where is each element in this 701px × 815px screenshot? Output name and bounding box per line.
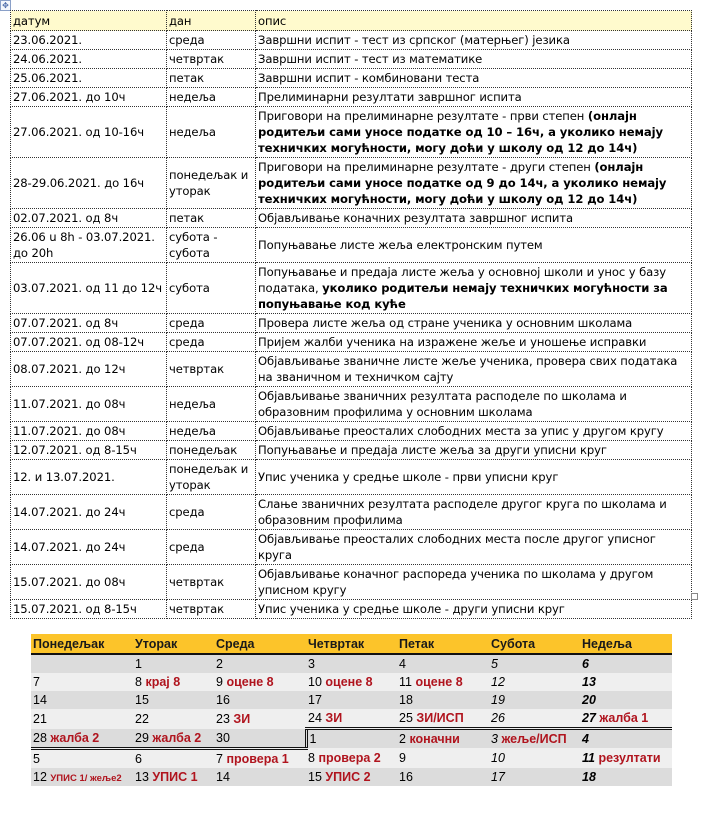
day-number: 25: [399, 711, 413, 725]
row-day: недеља: [167, 88, 256, 107]
calendar-cell-sunday: [580, 691, 672, 709]
calendar-cell-tuesday: [133, 691, 214, 709]
description-text: Завршни испит - тест из српског (матерњег) језика: [258, 33, 570, 47]
calendar-cell-friday: [397, 748, 489, 768]
day-note: жеље/ИСП: [501, 732, 567, 746]
day-note: крај 8: [145, 675, 181, 689]
day-number: 2: [399, 732, 406, 746]
row-date: 28-29.06.2021. до 16ч: [11, 158, 167, 209]
calendar-body: [31, 654, 672, 786]
row-date: 14.07.2021. до 24ч: [11, 530, 167, 565]
row-description: [256, 107, 692, 158]
calendar-cell-sunday: [580, 729, 672, 749]
calendar-table: [31, 634, 672, 786]
description-text: Завршни испит - тест из математике: [258, 52, 483, 66]
calendar-cell-saturday: [489, 768, 580, 786]
day-note: УПИС 1/ жеље2: [50, 772, 122, 784]
calendar-cell-saturday: [489, 729, 580, 749]
day-number: 16: [216, 693, 230, 707]
day-note: оцене 8: [325, 675, 373, 689]
day-number: 13: [582, 675, 596, 689]
day-number: 2: [216, 657, 223, 671]
calendar-cell-monday: [31, 748, 133, 768]
day-header-monday: Понедељак: [31, 634, 133, 654]
day-number: 14: [216, 769, 230, 784]
schedule-row: [11, 460, 692, 495]
day-number: 5: [491, 657, 498, 671]
day-number: 8: [308, 750, 315, 765]
row-description: [256, 69, 692, 88]
description-text: Објављивање коначног распореда ученика по школама у другом уписном кругу: [258, 567, 654, 597]
calendar-cell-saturday: [489, 709, 580, 729]
calendar-cell-wednesday: [214, 691, 306, 709]
day-note: УПИС 1: [152, 769, 198, 784]
day-header-tuesday: Уторак: [133, 634, 214, 654]
calendar-cell-thursday: [306, 673, 397, 691]
day-note: оцене 8: [226, 675, 274, 689]
calendar-cell-friday: [397, 691, 489, 709]
row-day: петак: [167, 69, 256, 88]
schedule-row: [11, 495, 692, 530]
day-note: ЗИ: [233, 711, 251, 726]
schedule-body: [11, 31, 692, 619]
calendar-week-row: [31, 768, 672, 786]
schedule-row: [11, 565, 692, 600]
row-day: недеља: [167, 422, 256, 441]
row-day: среда: [167, 495, 256, 530]
row-description: [256, 228, 692, 263]
day-number: 4: [582, 732, 589, 746]
table-resize-handle[interactable]: [691, 593, 698, 600]
description-text: Упис ученика у средње школе - први уписни круг: [258, 470, 559, 484]
schedule-row: [11, 88, 692, 107]
description-text: Упис ученика у средње школе - други уписни круг: [258, 602, 565, 616]
calendar-cell-wednesday: [214, 673, 306, 691]
day-note: оцене 8: [415, 675, 463, 689]
day-note: жалба 1: [599, 711, 649, 725]
day-number: 9: [399, 750, 406, 765]
day-header-wednesday: Среда: [214, 634, 306, 654]
day-number: 18: [582, 769, 596, 784]
row-day: недеља: [167, 107, 256, 158]
description-text: Објављивање званичних резултата расподеле по школама и образовним профилима у основним школама: [258, 389, 627, 419]
schedule-table: [10, 10, 692, 619]
schedule-row: [11, 441, 692, 460]
description-text: Објављивање преосталих слободних места после другог уписног круга: [258, 532, 656, 562]
header-description: опис: [256, 11, 692, 31]
calendar-cell-saturday: [489, 748, 580, 768]
row-description: [256, 530, 692, 565]
day-number: 7: [33, 675, 40, 689]
calendar-week-row: [31, 654, 672, 673]
day-number: 4: [399, 657, 406, 671]
row-description: [256, 314, 692, 333]
schedule-row: [11, 209, 692, 228]
row-day: понедељак и уторак: [167, 460, 256, 495]
description-text: Слање званичних резултата расподеле другог круга по школама и образовним профилима: [258, 497, 667, 527]
day-number: 17: [491, 769, 505, 784]
day-number: 12: [33, 769, 47, 784]
day-number: 29: [135, 730, 149, 745]
row-day: понедељак и уторак: [167, 158, 256, 209]
day-number: 23: [216, 711, 230, 726]
description-text: Приговори на прелиминарне резултате - први степен: [258, 109, 588, 123]
row-day: среда: [167, 530, 256, 565]
schedule-row: [11, 352, 692, 387]
row-description: [256, 441, 692, 460]
description-text: Објављивање коначних резултата завршног испита: [258, 211, 574, 225]
day-note: провера 2: [318, 750, 381, 765]
row-day: субота: [167, 263, 256, 314]
row-date: 11.07.2021. до 08ч: [11, 387, 167, 422]
day-number: 24: [308, 711, 322, 725]
calendar-cell-saturday: [489, 673, 580, 691]
calendar-week-row: [31, 691, 672, 709]
schedule-row: [11, 50, 692, 69]
row-description: [256, 88, 692, 107]
description-text: Провера листе жеља од стране ученика у основним школама: [258, 316, 633, 330]
description-text: Објављивање званичне листе жеље ученика, провера свих података на званичном и техничком сајту: [258, 354, 678, 384]
calendar-cell-wednesday: [214, 729, 306, 749]
day-number: 22: [135, 711, 149, 726]
calendar-cell-friday: [397, 709, 489, 729]
description-bold-note: (онлајн родитељи сами уносе податке од 10 – 16ч, а уколико немају техничких могућности, могу доћи у школу од 12 до 14ч): [258, 109, 663, 155]
day-number: 6: [135, 751, 142, 766]
day-note: провера 1: [226, 751, 289, 766]
description-text: Прелиминарни резултати завршног испита: [258, 90, 522, 104]
row-day: среда: [167, 333, 256, 352]
day-note: жалба 2: [152, 730, 202, 745]
calendar-cell-tuesday: [133, 709, 214, 729]
day-number: 30: [216, 730, 230, 745]
calendar-cell-sunday: [580, 673, 672, 691]
row-description: [256, 50, 692, 69]
row-description: [256, 387, 692, 422]
calendar-cell-thursday: [306, 748, 397, 768]
description-bold-note: уколико родитељи немају техничких могућности за попуњавање код куће: [258, 281, 668, 311]
description-bold-note: (онлајн родитељи сами уносе податке од 9 до 14ч, а уколико немају техничких могућности, могу доћи у школу од 12 до 14ч): [258, 160, 667, 206]
row-date: 27.06.2021. до 10ч: [11, 88, 167, 107]
row-description: [256, 158, 692, 209]
description-text: Попуњавање листе жеља електронским путем: [258, 238, 543, 252]
day-number: 15: [135, 693, 149, 707]
day-number: 10: [491, 750, 505, 765]
header-day: дан: [167, 11, 256, 31]
row-date: 25.06.2021.: [11, 69, 167, 88]
calendar-cell-sunday: [580, 709, 672, 729]
calendar-cell-friday: [397, 654, 489, 673]
row-description: [256, 263, 692, 314]
day-header-sunday: Недеља: [580, 634, 672, 654]
calendar-cell-sunday: [580, 768, 672, 786]
description-text: Завршни испит - комбиновани теста: [258, 71, 480, 85]
row-date: 12.07.2021. од 8-15ч: [11, 441, 167, 460]
description-text: Попуњавање и предаја листе жеља за други уписни круг: [258, 443, 607, 457]
day-header-saturday: Субота: [489, 634, 580, 654]
calendar-cell-thursday: [306, 654, 397, 673]
row-description: [256, 600, 692, 619]
day-number: 9: [216, 675, 223, 689]
calendar-cell-tuesday: [133, 729, 214, 749]
schedule-row: [11, 530, 692, 565]
row-date: 15.07.2021. до 08ч: [11, 565, 167, 600]
calendar-cell-wednesday: [214, 768, 306, 786]
table-move-handle-icon[interactable]: ✥: [0, 0, 11, 11]
day-number: 17: [308, 693, 322, 707]
row-date: 23.06.2021.: [11, 31, 167, 50]
calendar-week-row: [31, 709, 672, 729]
day-note: ЗИ/ИСП: [416, 711, 464, 725]
schedule-row: [11, 314, 692, 333]
description-text: Пријем жалби ученика на изражене жеље и уношење исправки: [258, 335, 647, 349]
day-note: коначни: [409, 732, 460, 746]
day-note: ЗИ: [325, 711, 343, 725]
calendar-cell-monday: [31, 709, 133, 729]
calendar-cell-wednesday: [214, 709, 306, 729]
calendar-cell-thursday: [306, 729, 397, 749]
description-text: Приговори на прелиминарне резултате - други степен: [258, 160, 595, 174]
row-day: понедељак: [167, 441, 256, 460]
row-day: среда: [167, 314, 256, 333]
row-date: 27.06.2021. од 10-16ч: [11, 107, 167, 158]
schedule-row: [11, 228, 692, 263]
row-day: четвртак: [167, 600, 256, 619]
calendar-cell-wednesday: [214, 654, 306, 673]
description-text: Објављивање преосталих слободних места за упис у другом кругу: [258, 424, 664, 438]
schedule-row: [11, 422, 692, 441]
row-description: [256, 565, 692, 600]
row-day: недеља: [167, 387, 256, 422]
row-description: [256, 352, 692, 387]
row-date: 26.06 u 8h - 03.07.2021. до 20h: [11, 228, 167, 263]
calendar-cell-tuesday: [133, 654, 214, 673]
day-number: 18: [399, 693, 413, 707]
day-number: 14: [33, 693, 47, 707]
row-description: [256, 422, 692, 441]
calendar-cell-thursday: [306, 691, 397, 709]
schedule-row: [11, 263, 692, 314]
calendar-cell-sunday: [580, 748, 672, 768]
day-note: резултати: [598, 750, 661, 765]
day-number: 1: [135, 657, 142, 671]
row-description: [256, 209, 692, 228]
row-date: 02.07.2021. од 8ч: [11, 209, 167, 228]
day-number: 3: [491, 732, 498, 746]
row-date: 24.06.2021.: [11, 50, 167, 69]
calendar-cell-sunday: [580, 654, 672, 673]
row-description: [256, 460, 692, 495]
calendar-cell-friday: [397, 729, 489, 749]
calendar-cell-friday: [397, 768, 489, 786]
calendar-header-row: [31, 634, 672, 654]
schedule-row: [11, 333, 692, 352]
row-date: 11.07.2021. до 08ч: [11, 422, 167, 441]
calendar-cell-wednesday: [214, 748, 306, 768]
calendar-cell-saturday: [489, 691, 580, 709]
row-day: четвртак: [167, 352, 256, 387]
day-number: 3: [308, 657, 315, 671]
calendar-cell-saturday: [489, 654, 580, 673]
row-day: петак: [167, 209, 256, 228]
day-number: 1: [309, 732, 317, 746]
day-number: 11: [582, 750, 595, 765]
schedule-header-row: [11, 11, 692, 31]
day-note: УПИС 2: [325, 769, 371, 784]
row-description: [256, 495, 692, 530]
day-number: 16: [399, 769, 413, 784]
row-date: 08.07.2021. до 12ч: [11, 352, 167, 387]
calendar-cell-friday: [397, 673, 489, 691]
row-day: субота - субота: [167, 228, 256, 263]
calendar-cell-monday: [31, 673, 133, 691]
calendar-cell-thursday: [306, 768, 397, 786]
calendar-week-row: [31, 748, 672, 768]
row-description: [256, 333, 692, 352]
day-number: 19: [491, 693, 505, 707]
row-day: среда: [167, 31, 256, 50]
row-date: 14.07.2021. до 24ч: [11, 495, 167, 530]
calendar-cell-monday: [31, 654, 133, 673]
row-description: [256, 31, 692, 50]
day-number: 12: [491, 675, 505, 689]
calendar-week-row: [31, 673, 672, 691]
day-number: 28: [33, 730, 47, 745]
header-date: датум: [11, 11, 167, 31]
day-number: 5: [33, 751, 40, 766]
row-day: четвртак: [167, 565, 256, 600]
row-date: 07.07.2021. од 08-12ч: [11, 333, 167, 352]
row-date: 12. и 13.07.2021.: [11, 460, 167, 495]
calendar-cell-tuesday: [133, 768, 214, 786]
calendar-cell-monday: [31, 768, 133, 786]
row-date: 03.07.2021. од 11 до 12ч: [11, 263, 167, 314]
day-number: 13: [135, 769, 149, 784]
day-number: 27: [582, 711, 596, 725]
day-header-thursday: Четвртак: [306, 634, 397, 654]
schedule-row: [11, 600, 692, 619]
day-number: 7: [216, 751, 223, 766]
schedule-row: [11, 387, 692, 422]
calendar-week-row: [31, 729, 672, 749]
day-note: жалба 2: [50, 730, 100, 745]
calendar-cell-tuesday: [133, 748, 214, 768]
calendar-cell-thursday: [306, 709, 397, 729]
calendar-cell-tuesday: [133, 673, 214, 691]
day-number: 26: [491, 711, 505, 725]
calendar-cell-monday: [31, 691, 133, 709]
schedule-row: [11, 107, 692, 158]
day-header-friday: Петак: [397, 634, 489, 654]
day-number: 20: [582, 693, 596, 707]
day-number: 21: [33, 711, 47, 726]
day-number: 10: [308, 675, 322, 689]
day-number: 8: [135, 675, 142, 689]
row-date: 15.07.2021. од 8-15ч: [11, 600, 167, 619]
day-number: 6: [582, 657, 589, 671]
schedule-row: [11, 31, 692, 50]
schedule-row: [11, 158, 692, 209]
description-text: Попуњавање и предаја листе жеља у основној школи и унос у базу података,: [258, 265, 666, 295]
day-number: 11: [399, 675, 412, 689]
row-date: 07.07.2021. од 8ч: [11, 314, 167, 333]
row-day: четвртак: [167, 50, 256, 69]
calendar-cell-monday: [31, 729, 133, 749]
day-number: 15: [308, 769, 322, 784]
schedule-row: [11, 69, 692, 88]
